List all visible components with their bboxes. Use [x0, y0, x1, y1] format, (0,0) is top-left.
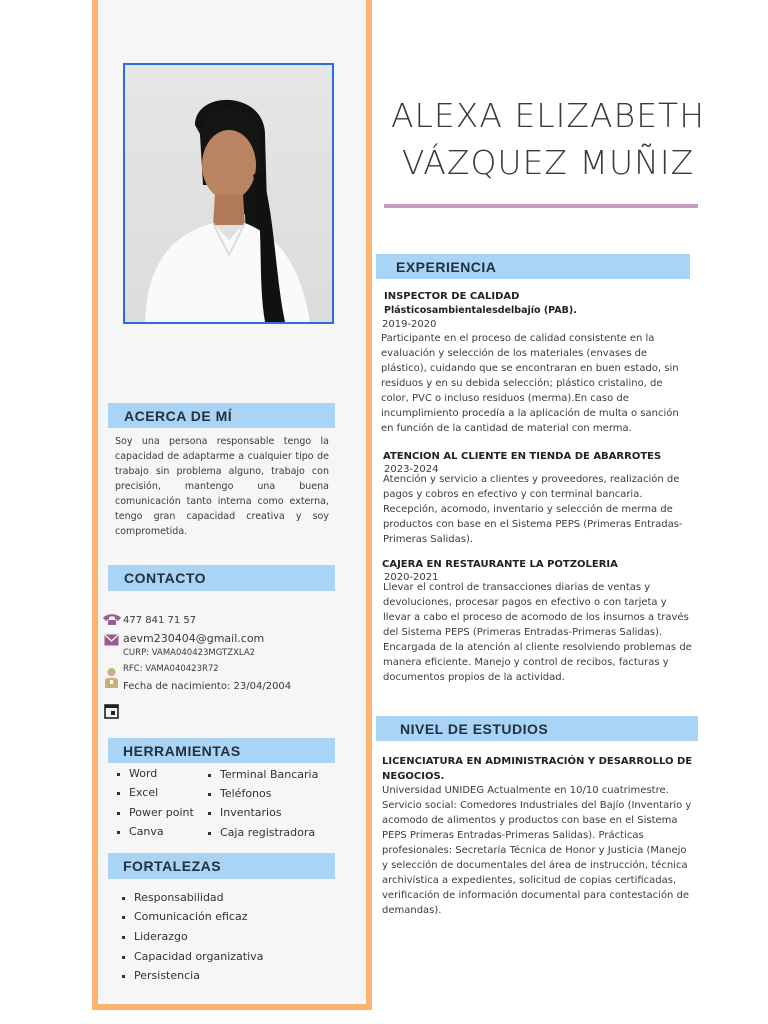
tool-inventories: Inventarios [208, 806, 282, 819]
strengths-heading: FORTALEZAS [108, 853, 335, 879]
tool-terminal: Terminal Bancaria [208, 768, 318, 781]
about-text: Soy una persona responsable tengo la capacidad de adaptarme a cualquier tipo de trabajo sin problema alguno, trabajo con precisión, mantengo una buena comunicación tanto interna como externa, tengo gran capacidad creativa y soy comprometida. [115, 436, 329, 537]
tool-canva: Canva [117, 825, 164, 838]
strength-item: Comunicación eficaz [122, 910, 247, 923]
tool-word: Word [117, 767, 157, 780]
job-title: ATENCION AL CLIENTE EN TIENDA DE ABARROTES [383, 451, 662, 462]
phone-number: 477 841 71 57 [123, 615, 197, 626]
birth-date: Fecha de nacimiento: 23/04/2004 [123, 681, 292, 692]
education-degree: LICENCIATURA EN ADMINISTRACIÓN Y DESARROLLO DE NEGOCIOS. [382, 756, 693, 782]
tool-cash-register: Caja registradora [208, 826, 315, 839]
name-line-2: VÁZQUEZ MUÑIZ [401, 143, 695, 182]
phone-icon [102, 614, 122, 629]
tool-phones: Teléfonos [208, 787, 271, 800]
job-description: Llevar el control de transacciones diarias de ventas y devoluciones, procesar pagos en efectivo o con tarjeta y llevar a cabo el proceso de acomodo de los insumos a través del Sistema PEPS (Primeras Entradas-Primeras Salidas). Encargada de la atención al cliente resolviendo problemas de manera eficiente. Manejo y control de recibos, facturas y documentos propios de la actividad. [383, 582, 692, 683]
profile-photo [123, 63, 334, 324]
about-heading: ACERCA DE MÍ [108, 403, 335, 428]
tool-powerpoint: Power point [117, 806, 194, 819]
job-title: INSPECTOR DE CALIDAD [384, 291, 520, 302]
education-description: Universidad UNIDEG Actualmente en 10/10 cuatrimestre. Servicio social: Comedores Industriales del Bajío (Inventario y acomodo de alimentos y productos con base en el Sistema PEPS Primeras Entradas-Primeras Salidas). Prácticas profesionales: Secretaría Técnica de Honor y Justicia (Manejo y selección de documentales del área de instrucción, técnica archivística a expedientes, solicitud de copias certificadas, verificación de información documental para contestación de demandas). [382, 785, 692, 916]
job-title: CAJERA EN RESTAURANTE LA POTZOLERIA [382, 559, 618, 570]
job-dates: 2020-2021 [384, 572, 439, 583]
strength-item: Persistencia [122, 969, 200, 982]
job-dates: 2019-2020 [382, 319, 437, 330]
tools-heading: HERRAMIENTAS [108, 738, 335, 763]
strength-item: Capacidad organizativa [122, 950, 263, 963]
rfc: RFC: VAMA040423R72 [123, 664, 219, 674]
id-person-icon [104, 667, 119, 692]
experience-heading: EXPERIENCIA [376, 254, 690, 279]
tool-excel: Excel [117, 786, 158, 799]
job-description: Atención y servicio a clientes y proveedores, realización de pagos y cobros en efectivo y con terminal bancaria. Recepción, acomodo, inventario y selección de merma de productos con base en el Sistema PEPS (Primeras Entradas-Primeras Salidas). [383, 474, 683, 545]
curp: CURP: VAMA040423MGTZXLA2 [123, 648, 256, 658]
email-icon [104, 634, 119, 649]
strength-item: Liderazgo [122, 930, 188, 943]
name-divider [384, 204, 698, 208]
contact-heading: CONTACTO [108, 565, 335, 591]
education-heading: NIVEL DE ESTUDIOS [376, 716, 698, 741]
email-address[interactable]: aevm230404@gmail.com [123, 632, 265, 645]
job-dates: 2023-2024 [384, 464, 439, 475]
job-company: Plásticosambientalesdelbajío (PAB). [384, 305, 577, 316]
strength-item: Responsabilidad [122, 891, 224, 904]
calendar-icon [104, 703, 119, 722]
name-line-1: ALEXA ELIZABETH [390, 96, 706, 135]
job-description: Participante en el proceso de calidad consistente en la evaluación y selección de los materiales (envases de plástico), cuidando que se encontraran en buen estado, sin residuos y en su debida selección; plástico cristalino, de color, PVC o incluso residuos (merma).En caso de incumplimiento procedía a la aplicación de multa o sanción en función de la cantidad de material con merma. [381, 333, 679, 434]
